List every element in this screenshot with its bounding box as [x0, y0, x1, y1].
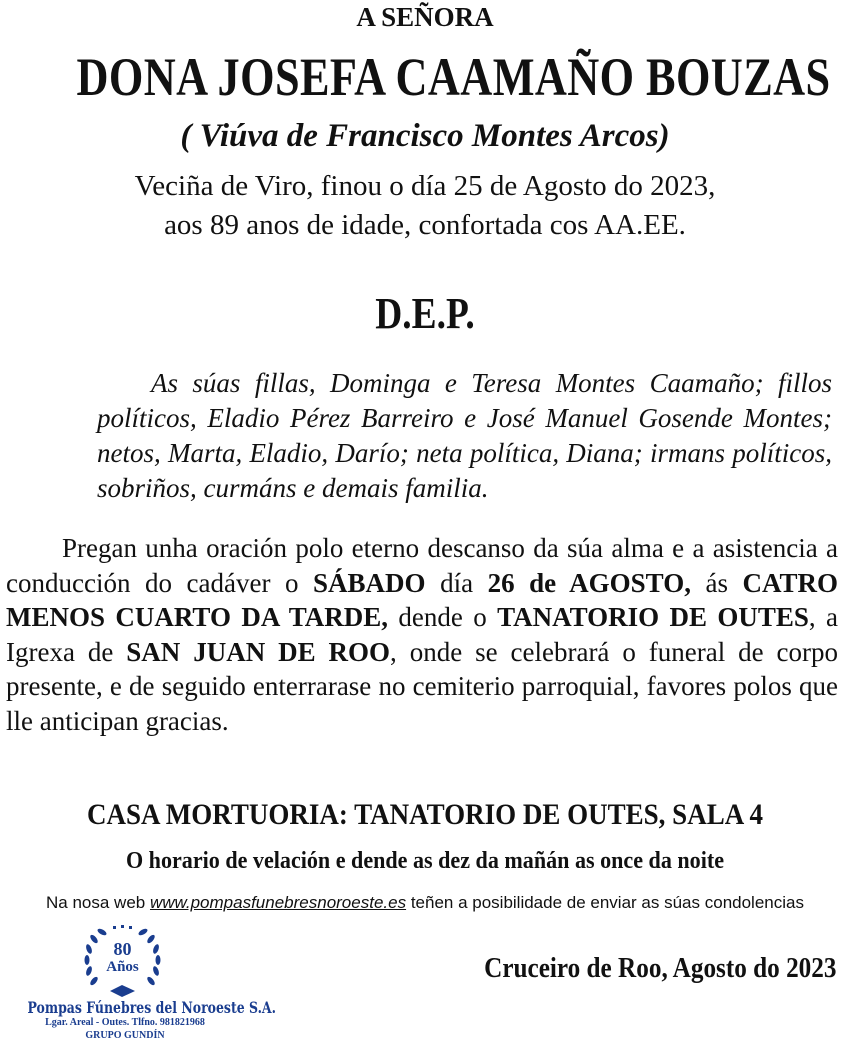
viewing-hours: O horario de velación e dende as dez da mañán as once da noite [125, 848, 725, 874]
company-address: Lgar. Areal - Outes. Tlfno. 981821968 [45, 1017, 205, 1028]
casa-mortuoria: CASA MORTUORIA: TANATORIO DE OUTES, SALA 4 [87, 798, 763, 831]
company-group: GRUPO GUNDÍN [85, 1030, 165, 1041]
prayer-text-5: , a Igrexa de [6, 602, 839, 667]
company-name: Pompas Fúnebres del Noroeste S.A. [27, 998, 276, 1017]
funeral-origin: TANATORIO DE OUTES [497, 602, 809, 632]
funeral-day: SÁBADO [313, 567, 426, 598]
prayer-text-3: ás [705, 567, 728, 598]
website-link[interactable]: www.pompasfunebresnoroeste.es [149, 893, 407, 912]
anniversary-badge [80, 925, 165, 1000]
honorific: A SEÑORA [356, 2, 494, 32]
death-info-line-2: aos 89 anos de idade, confortada cos AA.EE. [164, 209, 686, 241]
place-date: Cruceiro de Roo, Agosto do 2023 [483, 953, 836, 984]
deceased-name: DONA JOSEFA CAAMAÑO BOUZAS [76, 47, 831, 107]
widow-note: ( Viúva de Francisco Montes Arcos) [180, 118, 670, 154]
funeral-time: CATRO MENOS CUARTO DA TARDE, [6, 567, 839, 632]
badge-label: Años [106, 959, 139, 975]
badge-number: 80 [113, 939, 132, 959]
prayer-text-2: día [440, 567, 474, 598]
prayer-text-6: , onde se celebrará o funeral de corpo presente, e de seguido enterrarase no cemiterio parroquial, favores polos que lle anticipan gracias. [6, 636, 838, 736]
prayer-text-4: dende o [398, 602, 487, 632]
church-name: SAN JUAN DE ROO [126, 636, 391, 667]
prayer-text-1: Pregan unha oración polo eterno descanso da súa alma e a asistencia a conducción do cadáver o [6, 533, 838, 598]
web-prefix: Na nosa web [46, 893, 146, 912]
prayer-paragraph [6, 531, 838, 738]
funeral-home-logo [0, 920, 276, 1041]
funeral-date: 26 de AGOSTO, [487, 567, 691, 598]
death-info-line-1: Veciña de Viro, finou o día 25 de Agosto do 2023, [134, 170, 716, 202]
family-paragraph [97, 366, 832, 506]
web-notice [0, 893, 850, 913]
web-suffix: teñen a posibilidade de enviar as súas condolencias [410, 893, 804, 912]
family-text: As súas fillas, Dominga e Teresa Montes Caamaño; fillos políticos, Eladio Pérez Barreiro e José Manuel Gosende Montes; netos, Marta, Eladio, Darío; neta política, Diana; irmans políticos, sobriños, curmáns e demais familia. [97, 368, 832, 503]
dep-heading: D.E.P. [375, 289, 475, 338]
